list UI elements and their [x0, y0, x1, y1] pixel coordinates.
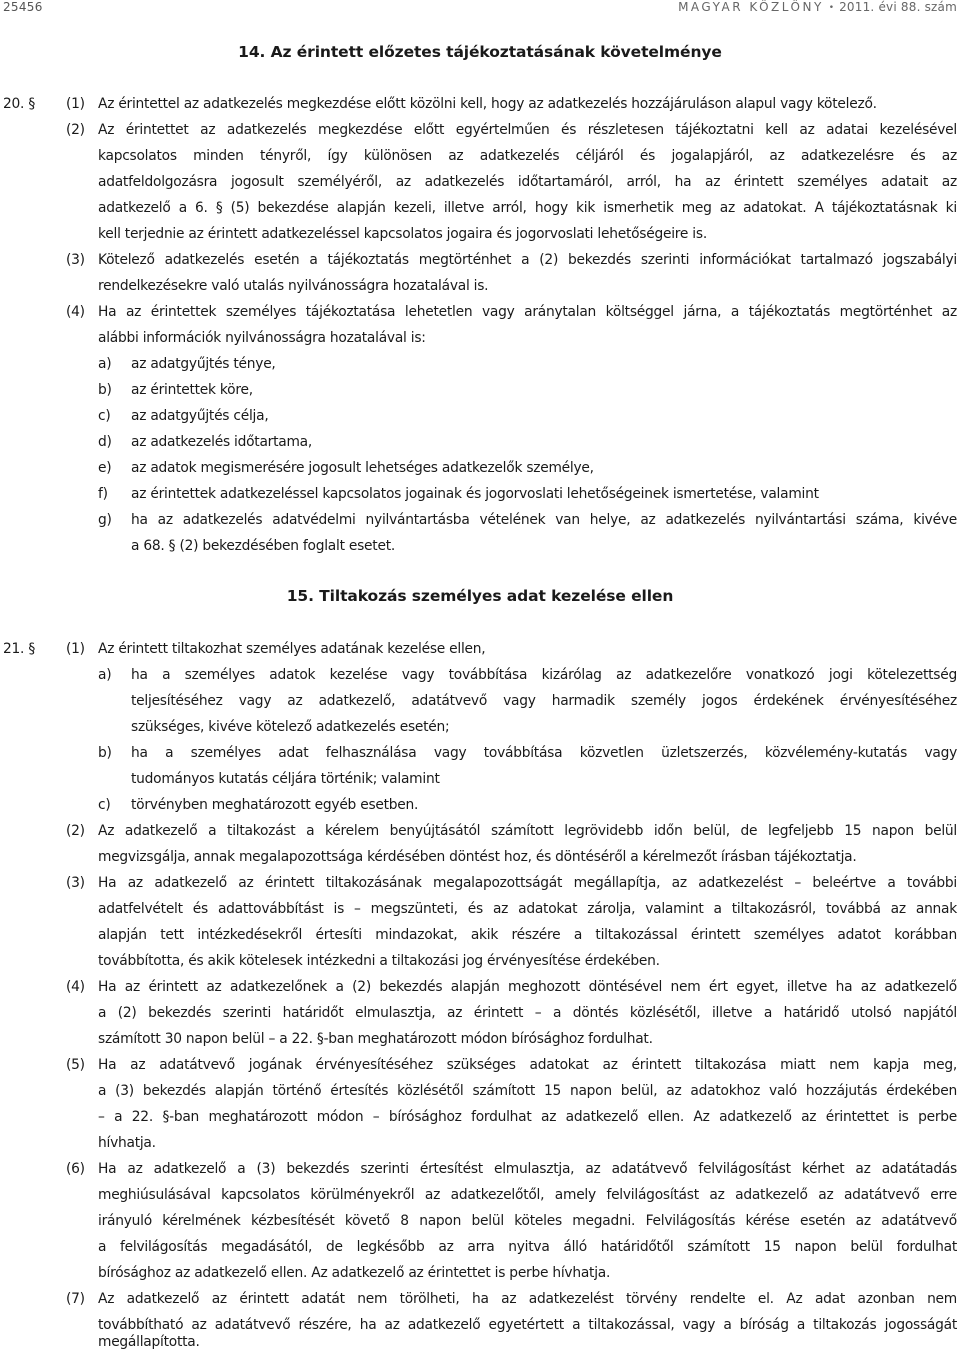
- paragraph-text: továbbítható az adatátvevő részére, ha az adatkezelő egyetértett a tiltakozással, vagy a bíróság a tiltakozás jogosságát: [98, 1317, 957, 1333]
- section-number: 20. §: [3, 96, 35, 112]
- paragraph-text: Az adatkezelő az érintett adatát nem törölheti, ha az adatkezelést törvény rendelte el. Az adat azonban nem: [98, 1291, 957, 1307]
- list-marker: b): [98, 745, 112, 761]
- list-item: [0, 351, 960, 377]
- paragraph-marker: (6): [66, 1161, 85, 1177]
- list-marker: c): [98, 797, 111, 813]
- paragraph-text: alábbi információk nyilvánosságra hozatalával is:: [98, 330, 426, 346]
- paragraph-line: [0, 636, 960, 662]
- paragraph-text: adatkezelő a 6. § (5) bekezdése alapján kezeli, illetve arról, hogy kik ismerhetik meg az adatokat. A tájékoztatásnak ki: [98, 200, 957, 216]
- paragraph-text: kell terjednie az érintett adatkezeléssel kapcsolatos jogaira és jogorvoslati lehetőségeire is.: [98, 226, 707, 242]
- list-text: ha a személyes adat felhasználása vagy továbbítása közvetlen üzletszerzés, közvélemény-kutatás vagy: [131, 745, 957, 761]
- paragraph-text: adatfeldolgozásra jogosult személyéről, az adatkezelés időtartamáról, arról, ha az érintett személyes adatait az: [98, 174, 957, 190]
- list-text: tudományos kutatás céljára történik; valamint: [131, 771, 440, 787]
- list-marker: e): [98, 460, 112, 476]
- list-text: a 68. § (2) bekezdésében foglalt esetet.: [131, 538, 395, 554]
- list-item: [0, 507, 960, 533]
- paragraph-text: továbbította, és akik kötelesek intézkedni a tiltakozási jog érvényesítése érdekében.: [98, 953, 660, 969]
- page-header: [0, 0, 960, 16]
- list-item: [0, 429, 960, 455]
- paragraph-text: a (2) bekezdés szerinti határidőt elmulasztja, az érintett – a döntés közlésétől, illetve a határidő utolsó napjától: [98, 1005, 957, 1021]
- list-text: az adatgyűjtés ténye,: [131, 356, 276, 372]
- list-text: teljesítéséhez vagy az adatkezelő, adatátvevő vagy harmadik személy jogos érdekének érvényesítéséhez: [131, 693, 957, 709]
- separator-bullet: •: [828, 3, 835, 13]
- paragraph-text: a (3) bekezdés alapján történő értesítés közlésétől számított 15 napon belül, az adatokhoz való hozzájutás érdekében: [98, 1083, 957, 1099]
- paragraph-text: – a 22. §-ban meghatározott módon – bírósághoz fordulhat az adatkezelő ellen. Az adatkezelő az érintettet is perbe: [98, 1109, 957, 1125]
- list-text: az érintettek adatkezeléssel kapcsolatos jogainak és jogorvoslati lehetőségeinek ismertetése, valamint: [131, 486, 819, 502]
- list-marker: c): [98, 408, 111, 424]
- list-text: az adatkezelés időtartama,: [131, 434, 312, 450]
- paragraph-text: Ha az érintettek személyes tájékoztatása lehetetlen vagy aránytalan költséggel járna, a tájékoztatás megtörténhet az: [98, 304, 957, 320]
- paragraph-text: Az érintettel az adatkezelés megkezdése előtt közölni kell, hogy az adatkezelés hozzájáruláson alapul vagy kötelező.: [98, 96, 877, 112]
- paragraph-line: [0, 870, 960, 896]
- list-text: ha az adatkezelés adatvédelmi nyilvántartásba vételének van helye, az adatkezelés nyilvántartási száma, kivéve: [131, 512, 957, 528]
- paragraph-marker: (2): [66, 823, 85, 839]
- paragraph-marker: (4): [66, 304, 85, 320]
- paragraph-line: [0, 974, 960, 1000]
- paragraph-line: [0, 91, 960, 117]
- list-text: ha a személyes adatok kezelése vagy továbbítása kizárólag az adatkezelőre vonatkozó jogi kötelezettség: [131, 667, 957, 683]
- paragraph-line: [0, 1156, 960, 1182]
- paragraph-text: kapcsolatos minden tényről, így különösen az adatkezelés céljáról és jogalapjáról, az adatkezelésre és az: [98, 148, 957, 164]
- list-text: az adatgyűjtés célja,: [131, 408, 269, 424]
- paragraph-line: [0, 247, 960, 273]
- paragraph-text: irányuló kérelmének kézbesítését követő 8 napon belül köteles megadni. Felvilágosítás kérése esetén az adatátvevő: [98, 1213, 957, 1229]
- list-marker: g): [98, 512, 112, 528]
- paragraph-marker: (3): [66, 252, 85, 268]
- paragraph-text: számított 30 napon belül – a 22. §-ban meghatározott módon bírósághoz fordulhat.: [98, 1031, 653, 1047]
- paragraph-text: Az érintettet az adatkezelés megkezdése előtt egyértelműen és részletesen tájékoztatni kell az adatai kezelésével: [98, 122, 957, 138]
- paragraph-marker: (7): [66, 1291, 85, 1307]
- journal-title: [678, 0, 957, 14]
- list-item: [0, 740, 960, 766]
- paragraph-line: [0, 1052, 960, 1078]
- paragraph-text: adatfelvételt és adattovábbítást is – megszünteti, és az adatokat zárolja, valamint a tiltakozásról, továbbá az annak: [98, 901, 957, 917]
- paragraph-text: Ha az adatkezelő az érintett tiltakozásának megalapozottságát megállapítja, az adatkezelést – beleértve a további: [98, 875, 957, 891]
- list-item: [0, 792, 960, 818]
- list-item: [0, 403, 960, 429]
- list-marker: d): [98, 434, 112, 450]
- paragraph-text: meghiúsulásával kapcsolatos körülményekről az adatkezelőtől, amely felvilágosítást az adatkezelő az adatátvevő erre: [98, 1187, 957, 1203]
- list-item: [0, 377, 960, 403]
- paragraph-text: bírósághoz az adatkezelő ellen. Az adatkezelő az érintettet is perbe hívhatja.: [98, 1265, 611, 1281]
- list-marker: a): [98, 356, 112, 372]
- list-text: az érintettek köre,: [131, 382, 253, 398]
- list-item: [0, 455, 960, 481]
- paragraph-text: a felvilágosítás megadásától, de legkésőbb az arra nyitva álló határidőtől számított 15 napon belül fordulhat: [98, 1239, 957, 1255]
- paragraph-text: Kötelező adatkezelés esetén a tájékoztatás megtörténhet a (2) bekezdés szerinti információkat tartalmazó jogszabályi: [98, 252, 957, 268]
- paragraph-marker: (5): [66, 1057, 85, 1073]
- paragraph-text: rendelkezésekre való utalás nyilvánosságra hozatalával is.: [98, 278, 489, 294]
- list-text: szükséges, kivéve kötelező adatkezelés esetén;: [131, 719, 450, 735]
- paragraph-text: Ha az adatkezelő a (3) bekezdés szerinti értesítést elmulasztja, az adatátvevő felvilágosítást kérhet az adatátadás: [98, 1161, 957, 1177]
- paragraph-marker: (4): [66, 979, 85, 995]
- section-15-heading: 15. Tiltakozás személyes adat kezelése ellen: [286, 587, 674, 605]
- issue-label: 2011. évi 88. szám: [839, 0, 957, 14]
- list-item: [0, 481, 960, 507]
- list-marker: a): [98, 667, 112, 683]
- page-number: 25456: [3, 0, 43, 14]
- paragraph-text: Ha az adatátvevő jogának érvényesítéséhez szükséges adatokat az érintett tiltakozása miatt nem kapja meg,: [98, 1057, 957, 1073]
- section-number: 21. §: [3, 641, 35, 657]
- paragraph-text: megállapította.: [98, 1334, 200, 1350]
- paragraph-text: hívhatja.: [98, 1135, 156, 1151]
- paragraph-line: [0, 117, 960, 143]
- paragraph-marker: (3): [66, 875, 85, 891]
- list-text: az adatok megismerésére jogosult lehetséges adatkezelők személye,: [131, 460, 594, 476]
- paragraph-marker: (1): [66, 96, 85, 112]
- paragraph-marker: (1): [66, 641, 85, 657]
- paragraph-text: Ha az érintett az adatkezelőnek a (2) bekezdés alapján meghozott döntésével nem ért egyet, illetve ha az adatkezelő: [98, 979, 957, 995]
- section-14-heading: 14. Az érintett előzetes tájékoztatásának követelménye: [238, 43, 722, 61]
- list-marker: b): [98, 382, 112, 398]
- list-text: törvényben meghatározott egyéb esetben.: [131, 797, 419, 813]
- list-marker: f): [98, 486, 108, 502]
- paragraph-text: megvizsgálja, annak megalapozottsága kérdésében döntést hoz, és döntéséről a kérelmezőt írásban tájékoztatja.: [98, 849, 857, 865]
- paragraph-marker: (2): [66, 122, 85, 138]
- paragraph-text: Az adatkezelő a tiltakozást a kérelem benyújtásától számított legrövidebb időn belül, de legfeljebb 15 napon belül: [98, 823, 957, 839]
- paragraph-text: alapján tett intézkedésekről értesíti mindazokat, akik részére a tiltakozással érintett személyes adatot korábban: [98, 927, 957, 943]
- paragraph-text: Az érintett tiltakozhat személyes adatának kezelése ellen,: [98, 641, 486, 657]
- paragraph-line: [0, 299, 960, 325]
- list-item: [0, 662, 960, 688]
- journal-name: MAGYAR KÖZLÖNY: [678, 0, 824, 14]
- paragraph-line: [0, 818, 960, 844]
- paragraph-line: [0, 1286, 960, 1312]
